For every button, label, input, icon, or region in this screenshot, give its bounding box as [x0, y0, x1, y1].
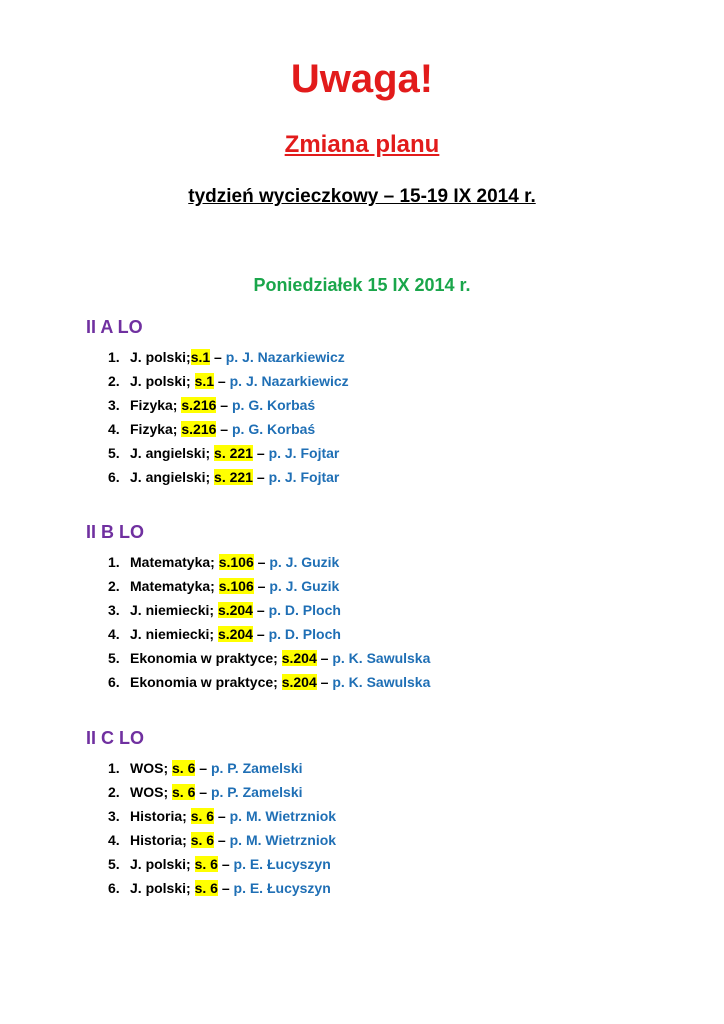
- lesson-teacher: p. M. Wietrzniok: [229, 808, 337, 824]
- lesson-subject: J. polski;: [130, 373, 195, 389]
- lesson-room: s. 6: [194, 880, 218, 896]
- lesson-teacher: p. J. Guzik: [269, 554, 340, 570]
- lesson-subject: Matematyka;: [130, 578, 219, 594]
- lesson-subject: J. polski;: [130, 349, 191, 365]
- lesson-dash: –: [316, 650, 333, 666]
- lesson-teacher: p. D. Ploch: [268, 626, 341, 642]
- class-heading-2a: II A LO: [86, 317, 143, 337]
- page-title: Uwaga!: [290, 57, 434, 101]
- lesson-dash: –: [316, 674, 333, 690]
- lesson-number: 1.: [108, 349, 120, 365]
- lesson-number: 5.: [108, 856, 120, 872]
- lesson-teacher: p. M. Wietrzniok: [229, 832, 337, 848]
- lesson-subject: J. niemiecki;: [130, 602, 218, 618]
- lesson-dash: –: [253, 578, 270, 594]
- lesson-subject: Fizyka;: [130, 421, 182, 437]
- lesson-room: s. 6: [194, 856, 218, 872]
- lesson-subject: J. polski;: [130, 856, 195, 872]
- lesson-subject: Matematyka;: [130, 554, 219, 570]
- lesson-teacher: p. G. Korbaś: [231, 397, 316, 413]
- lesson-number: 4.: [108, 832, 120, 848]
- lesson-number: 1.: [108, 760, 120, 776]
- lesson-dash: –: [214, 808, 230, 824]
- lesson-dash: –: [252, 602, 269, 618]
- lesson-dash: –: [216, 421, 232, 437]
- lesson-number: 2.: [108, 784, 120, 800]
- lesson-number: 5.: [108, 650, 120, 666]
- lesson-dash: –: [217, 880, 234, 896]
- lesson-subject: Historia;: [130, 808, 191, 824]
- lesson-dash: –: [195, 760, 211, 776]
- lesson-subject: J. niemiecki;: [130, 626, 218, 642]
- lesson-teacher: p. J. Nazarkiewicz: [225, 349, 345, 365]
- lesson-teacher: p. E. Łucyszyn: [233, 856, 331, 872]
- lesson-room: s. 221: [214, 469, 253, 485]
- lesson-teacher: p. K. Sawulska: [332, 650, 431, 666]
- lesson-number: 6.: [108, 880, 120, 896]
- lesson-room: s.216: [181, 421, 217, 437]
- lesson-subject: WOS;: [130, 760, 172, 776]
- lesson-dash: –: [210, 349, 226, 365]
- lesson-number: 3.: [108, 808, 120, 824]
- lesson-room: s. 6: [190, 808, 215, 824]
- lesson-teacher: p. G. Korbaś: [231, 421, 316, 437]
- lesson-number: 5.: [108, 445, 120, 461]
- week-heading: tydzień wycieczkowy – 15-19 IX 2014 r.: [188, 186, 536, 207]
- lesson-teacher: p. J. Fojtar: [268, 469, 340, 485]
- lesson-teacher: p. J. Guzik: [269, 578, 340, 594]
- lesson-dash: –: [252, 626, 269, 642]
- lesson-subject: WOS;: [130, 784, 172, 800]
- lesson-teacher: p. P. Zamelski: [210, 760, 303, 776]
- lesson-room: s.204: [281, 650, 317, 666]
- lesson-subject: Fizyka;: [130, 397, 182, 413]
- lesson-teacher: p. E. Łucyszyn: [233, 880, 331, 896]
- lesson-room: s.106: [218, 554, 254, 570]
- lesson-number: 3.: [108, 397, 120, 413]
- lesson-room: s. 221: [214, 445, 253, 461]
- lesson-teacher: p. J. Fojtar: [268, 445, 340, 461]
- lesson-room: s.106: [218, 578, 254, 594]
- lesson-subject: J. angielski;: [130, 445, 215, 461]
- lesson-subject: Historia;: [130, 832, 191, 848]
- lesson-room: s. 6: [172, 784, 196, 800]
- lesson-room: s.1: [194, 373, 215, 389]
- lesson-dash: –: [252, 445, 269, 461]
- page-subtitle: Zmiana planu: [284, 131, 440, 158]
- day-heading: Poniedziałek 15 IX 2014 r.: [253, 275, 471, 295]
- class-heading-2c: II C LO: [86, 728, 144, 748]
- lesson-dash: –: [195, 784, 211, 800]
- lesson-number: 6.: [108, 674, 120, 690]
- lesson-subject: Ekonomia w praktyce;: [130, 674, 282, 690]
- lesson-room: s.1: [190, 349, 211, 365]
- lesson-room: s. 6: [172, 760, 196, 776]
- lesson-number: 2.: [108, 373, 120, 389]
- lesson-number: 4.: [108, 626, 120, 642]
- lesson-room: s.204: [217, 602, 253, 618]
- lesson-room: s.216: [181, 397, 217, 413]
- lesson-teacher: p. D. Ploch: [268, 602, 341, 618]
- lesson-teacher: p. K. Sawulska: [332, 674, 431, 690]
- lesson-dash: –: [253, 554, 270, 570]
- lesson-teacher: p. J. Nazarkiewicz: [229, 373, 349, 389]
- lesson-number: 3.: [108, 602, 120, 618]
- lesson-number: 4.: [108, 421, 120, 437]
- class-heading-2b: II B LO: [86, 522, 144, 542]
- lesson-subject: J. polski;: [130, 880, 195, 896]
- lesson-subject: J. angielski;: [130, 469, 215, 485]
- lesson-number: 2.: [108, 578, 120, 594]
- lesson-number: 6.: [108, 469, 120, 485]
- lesson-dash: –: [252, 469, 269, 485]
- lesson-dash: –: [214, 373, 230, 389]
- lesson-dash: –: [217, 856, 234, 872]
- lesson-number: 1.: [108, 554, 120, 570]
- lesson-subject: Ekonomia w praktyce;: [130, 650, 282, 666]
- lesson-teacher: p. P. Zamelski: [210, 784, 303, 800]
- lesson-dash: –: [216, 397, 232, 413]
- lesson-room: s.204: [281, 674, 317, 690]
- lesson-room: s. 6: [190, 832, 215, 848]
- lesson-dash: –: [214, 832, 230, 848]
- lesson-room: s.204: [217, 626, 253, 642]
